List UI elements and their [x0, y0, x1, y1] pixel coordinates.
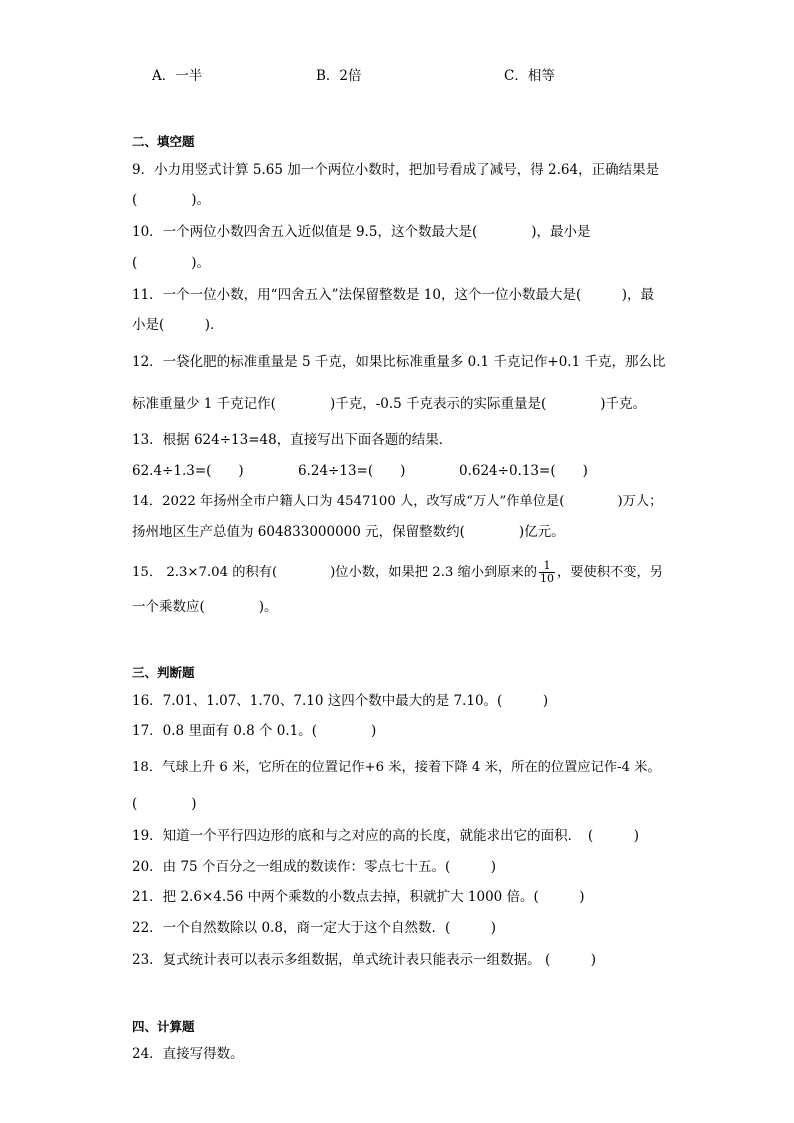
question-18-line2: ( ) — [132, 796, 197, 812]
section-heading-calculation: 四、计算题 — [132, 1019, 195, 1034]
fraction-denominator: 10 — [540, 572, 555, 585]
question-22: 22．一个自然数除以 0.8，商一定大于这个自然数．( ) — [132, 920, 496, 936]
question-20: 20．由 75 个百分之一组成的数读作：零点七十五。( ) — [132, 859, 496, 875]
question-21: 21．把 2.6×4.56 中两个乘数的小数点去掉，积就扩大 1000 倍。( ) — [132, 889, 585, 905]
question-24: 24．直接写得数。 — [132, 1046, 244, 1062]
question-10-line1: 10．一个两位小数四舍五入近似值是 9.5，这个数最大是( )，最小是 — [132, 224, 591, 240]
question-11-line2: 小是( )． — [132, 317, 224, 333]
question-11-line1: 11．一个一位小数，用“四舍五入”法保留整数是 10，这个一位小数最大是( )，最 — [132, 287, 654, 303]
question-15-line2: 一个乘数应( )。 — [132, 599, 278, 615]
question-19: 19．知道一个平行四边形的底和与之对应的高的长度，就能求出它的面积． ( ) — [132, 828, 639, 844]
question-13-line1: 13．根据 624÷13=48，直接写出下面各题的结果． — [132, 432, 453, 448]
question-13-part-b: 6.24÷13=( ) — [298, 463, 406, 479]
question-12-line2: 标准重量少 1 千克记作( )千克，-0.5 千克表示的实际重量是( )千克。 — [132, 396, 647, 412]
question-15-line1 — [132, 560, 663, 585]
section-heading-fill-blank: 二、填空题 — [132, 134, 195, 149]
option-a: A．一半 — [152, 68, 203, 84]
question-23: 23．复式统计表可以表示多组数据，单式统计表只能表示一组数据。 ( ) — [132, 952, 597, 968]
section-heading-true-false: 三、判断题 — [132, 665, 195, 680]
question-18-line1: 18．气球上升 6 米，它所在的位置记作+6 米，接着下降 4 米，所在的位置应记作-4 米。 — [132, 760, 661, 775]
fraction-numerator: 1 — [539, 560, 555, 573]
question-13-part-a: 62.4÷1.3=( ) — [132, 463, 244, 479]
question-9-line2: ( )。 — [132, 192, 211, 208]
question-15-text-b: ，要使积不变，另 — [557, 565, 664, 580]
option-c: C．相等 — [504, 68, 555, 84]
question-14-line1: 14．2022 年扬州全市户籍人口为 4547100 人，改写成“万人”作单位是( )万人； — [132, 494, 663, 509]
question-16: 16．7.01、1.07、1.70、7.10 这四个数中最大的是 7.10。( ) — [132, 693, 549, 709]
question-10-line2: ( )。 — [132, 255, 211, 271]
question-17: 17．0.8 里面有 0.8 个 0.1。( ) — [132, 723, 377, 739]
question-15-text-a: 15． 2.3×7.04 的积有( )位小数，如果把 2.3 缩小到原来的 — [132, 565, 538, 580]
fraction-one-tenth — [539, 560, 555, 585]
question-14-line2: 扬州地区生产总值为 604833000000 元，保留整数约( )亿元。 — [132, 524, 565, 540]
question-9-line1: 9．小力用竖式计算 5.65 加一个两位小数时，把加号看成了减号，得 2.64，正确结果是 — [132, 162, 660, 178]
option-b: B．2倍 — [316, 68, 362, 84]
question-13-part-c: 0.624÷0.13=( ) — [459, 463, 588, 479]
question-12-line1: 12．一袋化肥的标准重量是 5 千克，如果比标准重量多 0.1 千克记作+0.1 千克，那么比 — [132, 354, 666, 370]
